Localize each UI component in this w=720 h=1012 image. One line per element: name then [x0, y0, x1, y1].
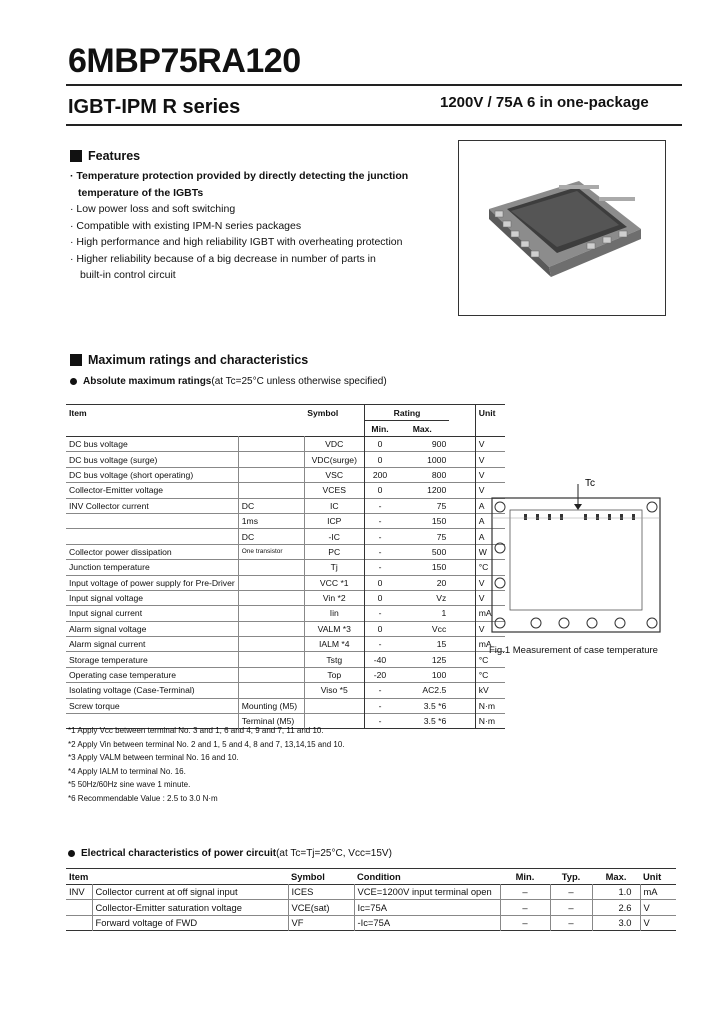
row-min: 0 [364, 590, 395, 605]
row-symbol: Iin [304, 606, 364, 621]
el-row-group [66, 900, 92, 916]
max-ratings-title: Maximum ratings and characteristics [88, 353, 309, 367]
case-temperature-figure [488, 478, 664, 638]
row-min: - [364, 714, 395, 729]
row-max: 3.5 *6 [423, 700, 447, 711]
row-spacer [449, 714, 475, 729]
header-max: Max. [412, 423, 432, 434]
row-unit: V [475, 467, 505, 482]
row-min: - [364, 606, 395, 621]
electrical-heading [68, 848, 392, 859]
header-min: Min. [364, 421, 395, 437]
max-ratings-body [66, 437, 505, 729]
table-row [66, 683, 505, 698]
footnote: *4 Apply IALM to terminal No. 16. [68, 766, 186, 776]
el-row-condition: -Ic=75A [354, 915, 500, 931]
row-symbol: PC [304, 544, 364, 559]
row-subitem [238, 483, 304, 498]
row-min: 0 [364, 621, 395, 636]
row-max: 15 [436, 639, 447, 650]
row-unit: V [475, 483, 505, 498]
max-ratings-heading [70, 353, 308, 367]
part-number: 6MBP75RA120 [68, 42, 301, 80]
el-header-condition: Condition [357, 870, 401, 882]
row-unit: V [475, 575, 505, 590]
row-subitem: DC [238, 498, 304, 513]
feature-item: temperature of the IGBTs [78, 186, 204, 199]
row-symbol: VSC [304, 467, 364, 482]
row-spacer [449, 513, 475, 528]
row-item: INV Collector current [69, 500, 149, 511]
el-row-condition: VCE=1200V input terminal open [354, 884, 500, 900]
row-unit: V [475, 621, 505, 636]
row-min: 0 [364, 575, 395, 590]
row-unit: kV [475, 683, 505, 698]
row-max: Vz [436, 593, 447, 604]
row-max: 1000 [427, 454, 447, 465]
row-max: 800 [431, 469, 447, 480]
row-symbol [304, 698, 364, 713]
el-row-typ: – [550, 915, 592, 931]
table-row [66, 544, 505, 559]
row-unit: mA [475, 606, 505, 621]
row-subitem [238, 667, 304, 682]
table-row [66, 606, 505, 621]
table-row [66, 637, 505, 652]
row-unit: V [475, 437, 505, 452]
row-item: Input signal voltage [69, 593, 144, 604]
row-max: Vcc [431, 623, 447, 634]
footnote: *5 50Hz/60Hz sine wave 1 minute. [68, 780, 191, 790]
row-spacer [449, 437, 475, 452]
row-subitem [238, 575, 304, 590]
row-symbol: Tstg [304, 652, 364, 667]
features-list [70, 168, 408, 284]
row-subitem [238, 452, 304, 467]
table-row [66, 513, 505, 528]
row-max: 100 [431, 670, 447, 681]
row-item: Alarm signal voltage [69, 623, 147, 634]
electrical-body [66, 884, 676, 931]
el-row-min: – [500, 884, 550, 900]
row-spacer [449, 637, 475, 652]
features-title: Features [88, 149, 141, 163]
el-row-item: Forward voltage of FWD [92, 915, 288, 931]
row-spacer [449, 529, 475, 544]
row-subitem: Mounting (M5) [238, 698, 304, 713]
el-row-typ: – [550, 900, 592, 916]
row-max: 500 [431, 546, 447, 557]
el-header-max: Max. [605, 870, 627, 882]
row-min: - [364, 698, 395, 713]
row-max: 150 [431, 516, 447, 527]
table-row [66, 437, 505, 452]
row-item: Collector power dissipation [69, 546, 172, 557]
row-min: - [364, 683, 395, 698]
row-spacer [449, 498, 475, 513]
table-header-row [66, 405, 505, 421]
row-item: Storage temperature [69, 654, 148, 665]
el-row-item: Collector current at off signal input [92, 884, 288, 900]
row-unit: °C [475, 560, 505, 575]
row-subitem [238, 437, 304, 452]
row-max: AC2.5 [422, 685, 447, 696]
row-unit: A [475, 513, 505, 528]
row-spacer [449, 467, 475, 482]
row-item [66, 513, 238, 528]
features-heading [70, 149, 140, 163]
electrical-condition: (at Tc=Tj=25°C, Vcc=15V) [276, 848, 392, 859]
el-row-min: – [500, 915, 550, 931]
row-subitem [238, 467, 304, 482]
module-photo [458, 140, 666, 316]
row-subitem: 1ms [238, 513, 304, 528]
row-spacer [449, 483, 475, 498]
row-subitem [238, 637, 304, 652]
abs-max-title: Absolute maximum ratings [83, 376, 212, 387]
el-header-unit: Unit [643, 870, 662, 882]
feature-item: · Temperature protection provided by directly detecting the junction [70, 170, 409, 182]
row-symbol: Viso *5 [304, 683, 364, 698]
row-min: - [364, 560, 395, 575]
row-max: 150 [431, 562, 447, 573]
row-item: DC bus voltage (surge) [69, 454, 158, 465]
row-symbol: VCES [304, 483, 364, 498]
row-max: 900 [431, 439, 447, 450]
row-spacer [449, 590, 475, 605]
row-spacer [449, 621, 475, 636]
row-unit: mA [475, 637, 505, 652]
row-symbol: VDC(surge) [304, 452, 364, 467]
max-ratings-table [66, 404, 505, 729]
table-row [66, 560, 505, 575]
el-header-item: Item [69, 870, 89, 882]
package-rating: 1200V / 75A 6 in one-package [440, 94, 649, 111]
row-max: 75 [436, 500, 447, 511]
row-item: Alarm signal current [69, 639, 146, 650]
series-title: IGBT-IPM R series [68, 96, 241, 118]
el-header-symbol: Symbol [291, 870, 325, 882]
row-min: -20 [364, 667, 395, 682]
row-max: 75 [436, 531, 447, 542]
row-item: DC bus voltage [69, 439, 128, 450]
row-subitem [238, 621, 304, 636]
row-unit: A [475, 529, 505, 544]
row-min: - [364, 513, 395, 528]
el-row-min: – [500, 900, 550, 916]
row-item: Collector-Emitter voltage [69, 485, 164, 496]
row-symbol: VCC *1 [304, 575, 364, 590]
row-min: - [364, 637, 395, 652]
el-row-symbol: VF [288, 915, 354, 931]
row-min: - [364, 544, 395, 559]
row-spacer [449, 575, 475, 590]
row-subitem: Terminal (M5) [238, 714, 304, 729]
table-row [66, 498, 505, 513]
row-max: 1200 [427, 485, 447, 496]
footnote: *6 Recommendable Value : 2.5 to 3.0 N·m [68, 793, 218, 803]
el-row-max: 1.0 [592, 884, 640, 900]
igbt-module-image [459, 141, 665, 315]
row-item: Junction temperature [69, 562, 150, 573]
package-outline-diagram [488, 478, 664, 638]
row-unit: W [475, 544, 505, 559]
table-row [66, 621, 505, 636]
row-min: 200 [364, 467, 395, 482]
electrical-row [66, 884, 676, 900]
row-symbol: IC [304, 498, 364, 513]
row-item: Operating case temperature [69, 670, 177, 681]
row-subitem [238, 590, 304, 605]
row-subitem [238, 683, 304, 698]
row-subitem [238, 560, 304, 575]
row-min: 0 [364, 483, 395, 498]
el-row-item: Collector-Emitter saturation voltage [92, 900, 288, 916]
row-spacer [449, 606, 475, 621]
table-row [66, 652, 505, 667]
header-unit: Unit [475, 405, 505, 421]
row-item [66, 529, 238, 544]
tc-label: Tc [585, 478, 595, 489]
row-unit: °C [475, 667, 505, 682]
row-max: 125 [431, 654, 447, 665]
row-max: 1 [441, 608, 447, 619]
header-rating: Rating [364, 405, 449, 421]
row-subitem [238, 652, 304, 667]
header-rule-bottom [66, 124, 682, 126]
row-unit: V [475, 590, 505, 605]
row-item: Isolating voltage (Case-Terminal) [69, 685, 195, 696]
footnote: *2 Apply Vin between terminal No. 2 and 1, 5 and 4, 8 and 7, 13,14,15 and 10. [68, 739, 345, 749]
electrical-table [66, 868, 676, 931]
row-subitem [238, 606, 304, 621]
row-unit: A [475, 498, 505, 513]
feature-item: · Low power loss and soft switching [70, 203, 236, 215]
el-row-typ: – [550, 884, 592, 900]
header-item: Item [69, 407, 87, 418]
table-subheader-row [66, 421, 505, 437]
row-symbol: VALM *3 [304, 621, 364, 636]
feature-item: · Compatible with existing IPM-N series packages [70, 219, 302, 232]
row-min: 0 [364, 452, 395, 467]
feature-item: · Higher reliability because of a big decrease in number of parts in [70, 252, 376, 265]
row-symbol: Top [304, 667, 364, 682]
row-spacer [449, 667, 475, 682]
row-item: DC bus voltage (short operating) [69, 469, 194, 480]
table-row [66, 698, 505, 713]
electrical-row [66, 915, 676, 931]
square-bullet-icon [70, 150, 82, 162]
footnote: *3 Apply VALM between terminal No. 16 and 10. [68, 753, 239, 763]
row-symbol: Tj [304, 560, 364, 575]
round-bullet-icon [68, 850, 75, 857]
row-spacer [449, 544, 475, 559]
row-spacer [449, 560, 475, 575]
row-symbol: VDC [304, 437, 364, 452]
feature-item: built-in control circuit [80, 269, 176, 281]
el-header-min: Min. [515, 870, 535, 882]
row-spacer [449, 452, 475, 467]
row-max: 20 [436, 577, 447, 588]
el-row-group: INV [69, 886, 85, 898]
table-row [66, 529, 505, 544]
row-min: - [364, 498, 395, 513]
el-row-symbol: VCE(sat) [288, 900, 354, 916]
el-row-condition: Ic=75A [354, 900, 500, 916]
footnotes [68, 724, 345, 806]
row-item: Input voltage of power supply for Pre-Driver [69, 577, 235, 588]
el-row-max: 2.6 [592, 900, 640, 916]
el-header-typ: Typ. [561, 870, 581, 882]
row-symbol: ICP [304, 513, 364, 528]
row-subitem: One transistor [238, 544, 304, 559]
square-bullet-icon [70, 354, 82, 366]
row-min: - [364, 529, 395, 544]
row-max: 3.5 *6 [423, 716, 447, 727]
round-bullet-icon [70, 378, 77, 385]
table-row [66, 452, 505, 467]
el-row-max: 3.0 [592, 915, 640, 931]
electrical-title: Electrical characteristics of power circuit [81, 848, 277, 859]
row-unit: N·m [475, 698, 505, 713]
row-unit: V [475, 452, 505, 467]
table-row [66, 575, 505, 590]
el-row-unit: V [640, 915, 676, 931]
header-symbol: Symbol [307, 407, 339, 418]
row-min: 0 [364, 437, 395, 452]
row-item: Screw torque [69, 700, 120, 711]
abs-max-subheading [70, 376, 387, 387]
table-row [66, 667, 505, 682]
row-spacer [449, 652, 475, 667]
abs-max-condition: (at Tc=25°C unless otherwise specified) [211, 376, 387, 387]
row-unit: °C [475, 652, 505, 667]
row-item: Input signal current [69, 608, 143, 619]
row-symbol: IALM *4 [304, 637, 364, 652]
row-spacer [449, 698, 475, 713]
el-row-group [66, 915, 92, 931]
electrical-row [66, 900, 676, 916]
table-row [66, 467, 505, 482]
row-symbol: Vin *2 [304, 590, 364, 605]
table-row [66, 483, 505, 498]
el-row-unit: V [640, 900, 676, 916]
feature-item: · High performance and high reliability IGBT with overheating protection [70, 236, 403, 248]
el-row-symbol: ICES [288, 884, 354, 900]
row-subitem: DC [238, 529, 304, 544]
table-row [66, 590, 505, 605]
electrical-header-row [66, 869, 676, 885]
row-spacer [449, 683, 475, 698]
row-unit: N·m [475, 714, 505, 729]
row-symbol: -IC [304, 529, 364, 544]
header-rule-top [66, 84, 682, 86]
el-row-unit: mA [640, 884, 676, 900]
row-min: -40 [364, 652, 395, 667]
footnote: *1 Apply Vcc between terminal No. 3 and 1, 6 and 4, 9 and 7, 11 and 10. [68, 726, 324, 735]
figure-caption: Fig.1 Measurement of case temperature [489, 645, 658, 656]
